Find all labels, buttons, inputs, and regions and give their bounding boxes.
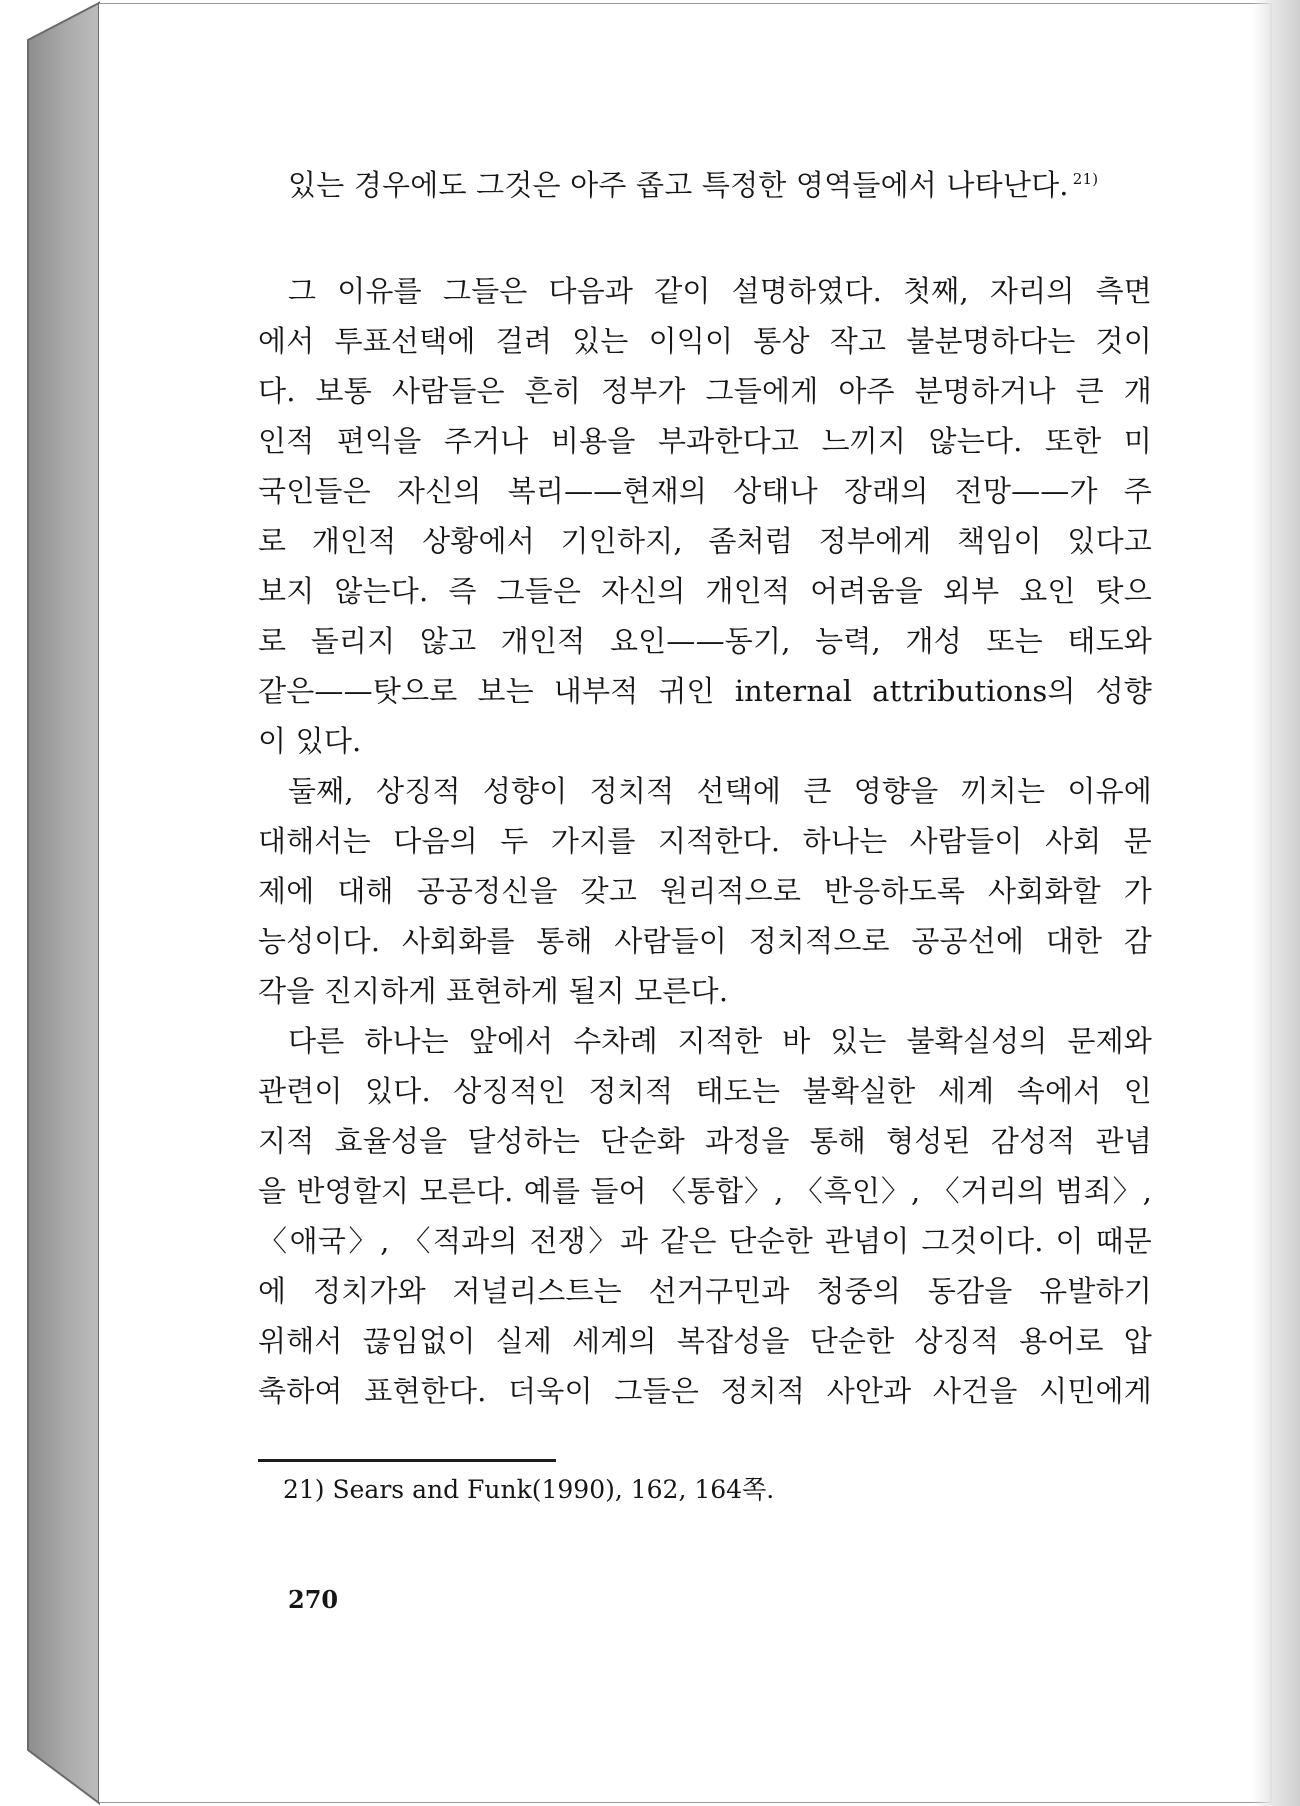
text-line: 같은——탓으로 보는 내부적 귀인 internal attributions의 성향 — [258, 674, 1152, 708]
text-line: 각을 진지하게 표현하게 될지 모른다. — [258, 974, 729, 1008]
book-spine — [0, 0, 110, 1806]
text-line: 이 있다. — [258, 724, 362, 758]
text-line: 을 반영할지 모른다. 예를 들어 〈통합〉, 〈흑인〉, 〈거리의 범죄〉, — [258, 1174, 1152, 1208]
text-line: 축하여 표현한다. 더욱이 그들은 정치적 사안과 사건을 시민에게 — [258, 1374, 1152, 1408]
text-line: 보지 않는다. 즉 그들은 자신의 개인적 어려움을 외부 요인 탓으 — [258, 574, 1152, 608]
continuation-line — [258, 160, 1152, 210]
text-line: 로 개인적 상황에서 기인하지, 좀처럼 정부에게 책임이 있다고 — [258, 524, 1152, 558]
footnote-reference: 21) — [1072, 170, 1099, 189]
text-line: 위해서 끊임없이 실제 세계의 복잡성을 단순한 상징적 용어로 압 — [258, 1324, 1152, 1358]
text-line: 인적 편익을 주거나 비용을 부과한다고 느끼지 않는다. 또한 미 — [258, 424, 1152, 458]
text-line: 로 돌리지 않고 개인적 요인——동기, 능력, 개성 또는 태도와 — [258, 624, 1152, 658]
text-line: 둘째, 상징적 성향이 정치적 선택에 큰 영향을 끼치는 이유에 — [288, 774, 1152, 808]
footnote-divider — [258, 1459, 556, 1462]
page-edge-shadow — [1252, 0, 1300, 1806]
text-line: 지적 효율성을 달성하는 단순화 과정을 통해 형성된 감성적 관념 — [258, 1124, 1152, 1158]
text-line: 능성이다. 사회화를 통해 사람들이 정치적으로 공공선에 대한 감 — [258, 924, 1152, 958]
paragraph-2 — [258, 766, 1152, 1016]
text-line: 〈애국〉, 〈적과의 전쟁〉과 같은 단순한 관념이 그것이다. 이 때문 — [258, 1224, 1152, 1258]
page-text-block — [258, 160, 1152, 1416]
text-line: 국인들은 자신의 복리——현재의 상태나 장래의 전망——가 주 — [258, 474, 1152, 508]
footnote: 21) Sears and Funk(1990), 162, 164쪽. — [283, 1475, 775, 1504]
text-line: 대해서는 다음의 두 가지를 지적한다. 하나는 사람들이 사회 문 — [258, 824, 1152, 858]
paragraph-3 — [258, 1016, 1152, 1416]
text-line: 제에 대해 공공정신을 갖고 원리적으로 반응하도록 사회화할 가 — [258, 874, 1152, 908]
text-line: 에 정치가와 저널리스트는 선거구민과 청중의 동감을 유발하기 — [258, 1274, 1152, 1308]
continuation-text: 있는 경우에도 그것은 아주 좁고 특정한 영역들에서 나타난다. — [288, 168, 1069, 202]
text-line: 다. 보통 사람들은 흔히 정부가 그들에게 아주 분명하거나 큰 개 — [258, 374, 1152, 408]
paragraph-1 — [258, 266, 1152, 766]
text-line: 그 이유를 그들은 다음과 같이 설명하였다. 첫째, 자리의 측면 — [288, 274, 1152, 308]
page-number: 270 — [288, 1585, 339, 1614]
text-line: 다른 하나는 앞에서 수차례 지적한 바 있는 불확실성의 문제와 — [288, 1024, 1152, 1058]
text-line: 에서 투표선택에 걸려 있는 이익이 통상 작고 불분명하다는 것이 — [258, 324, 1152, 358]
text-line: 관련이 있다. 상징적인 정치적 태도는 불확실한 세계 속에서 인 — [258, 1074, 1152, 1108]
